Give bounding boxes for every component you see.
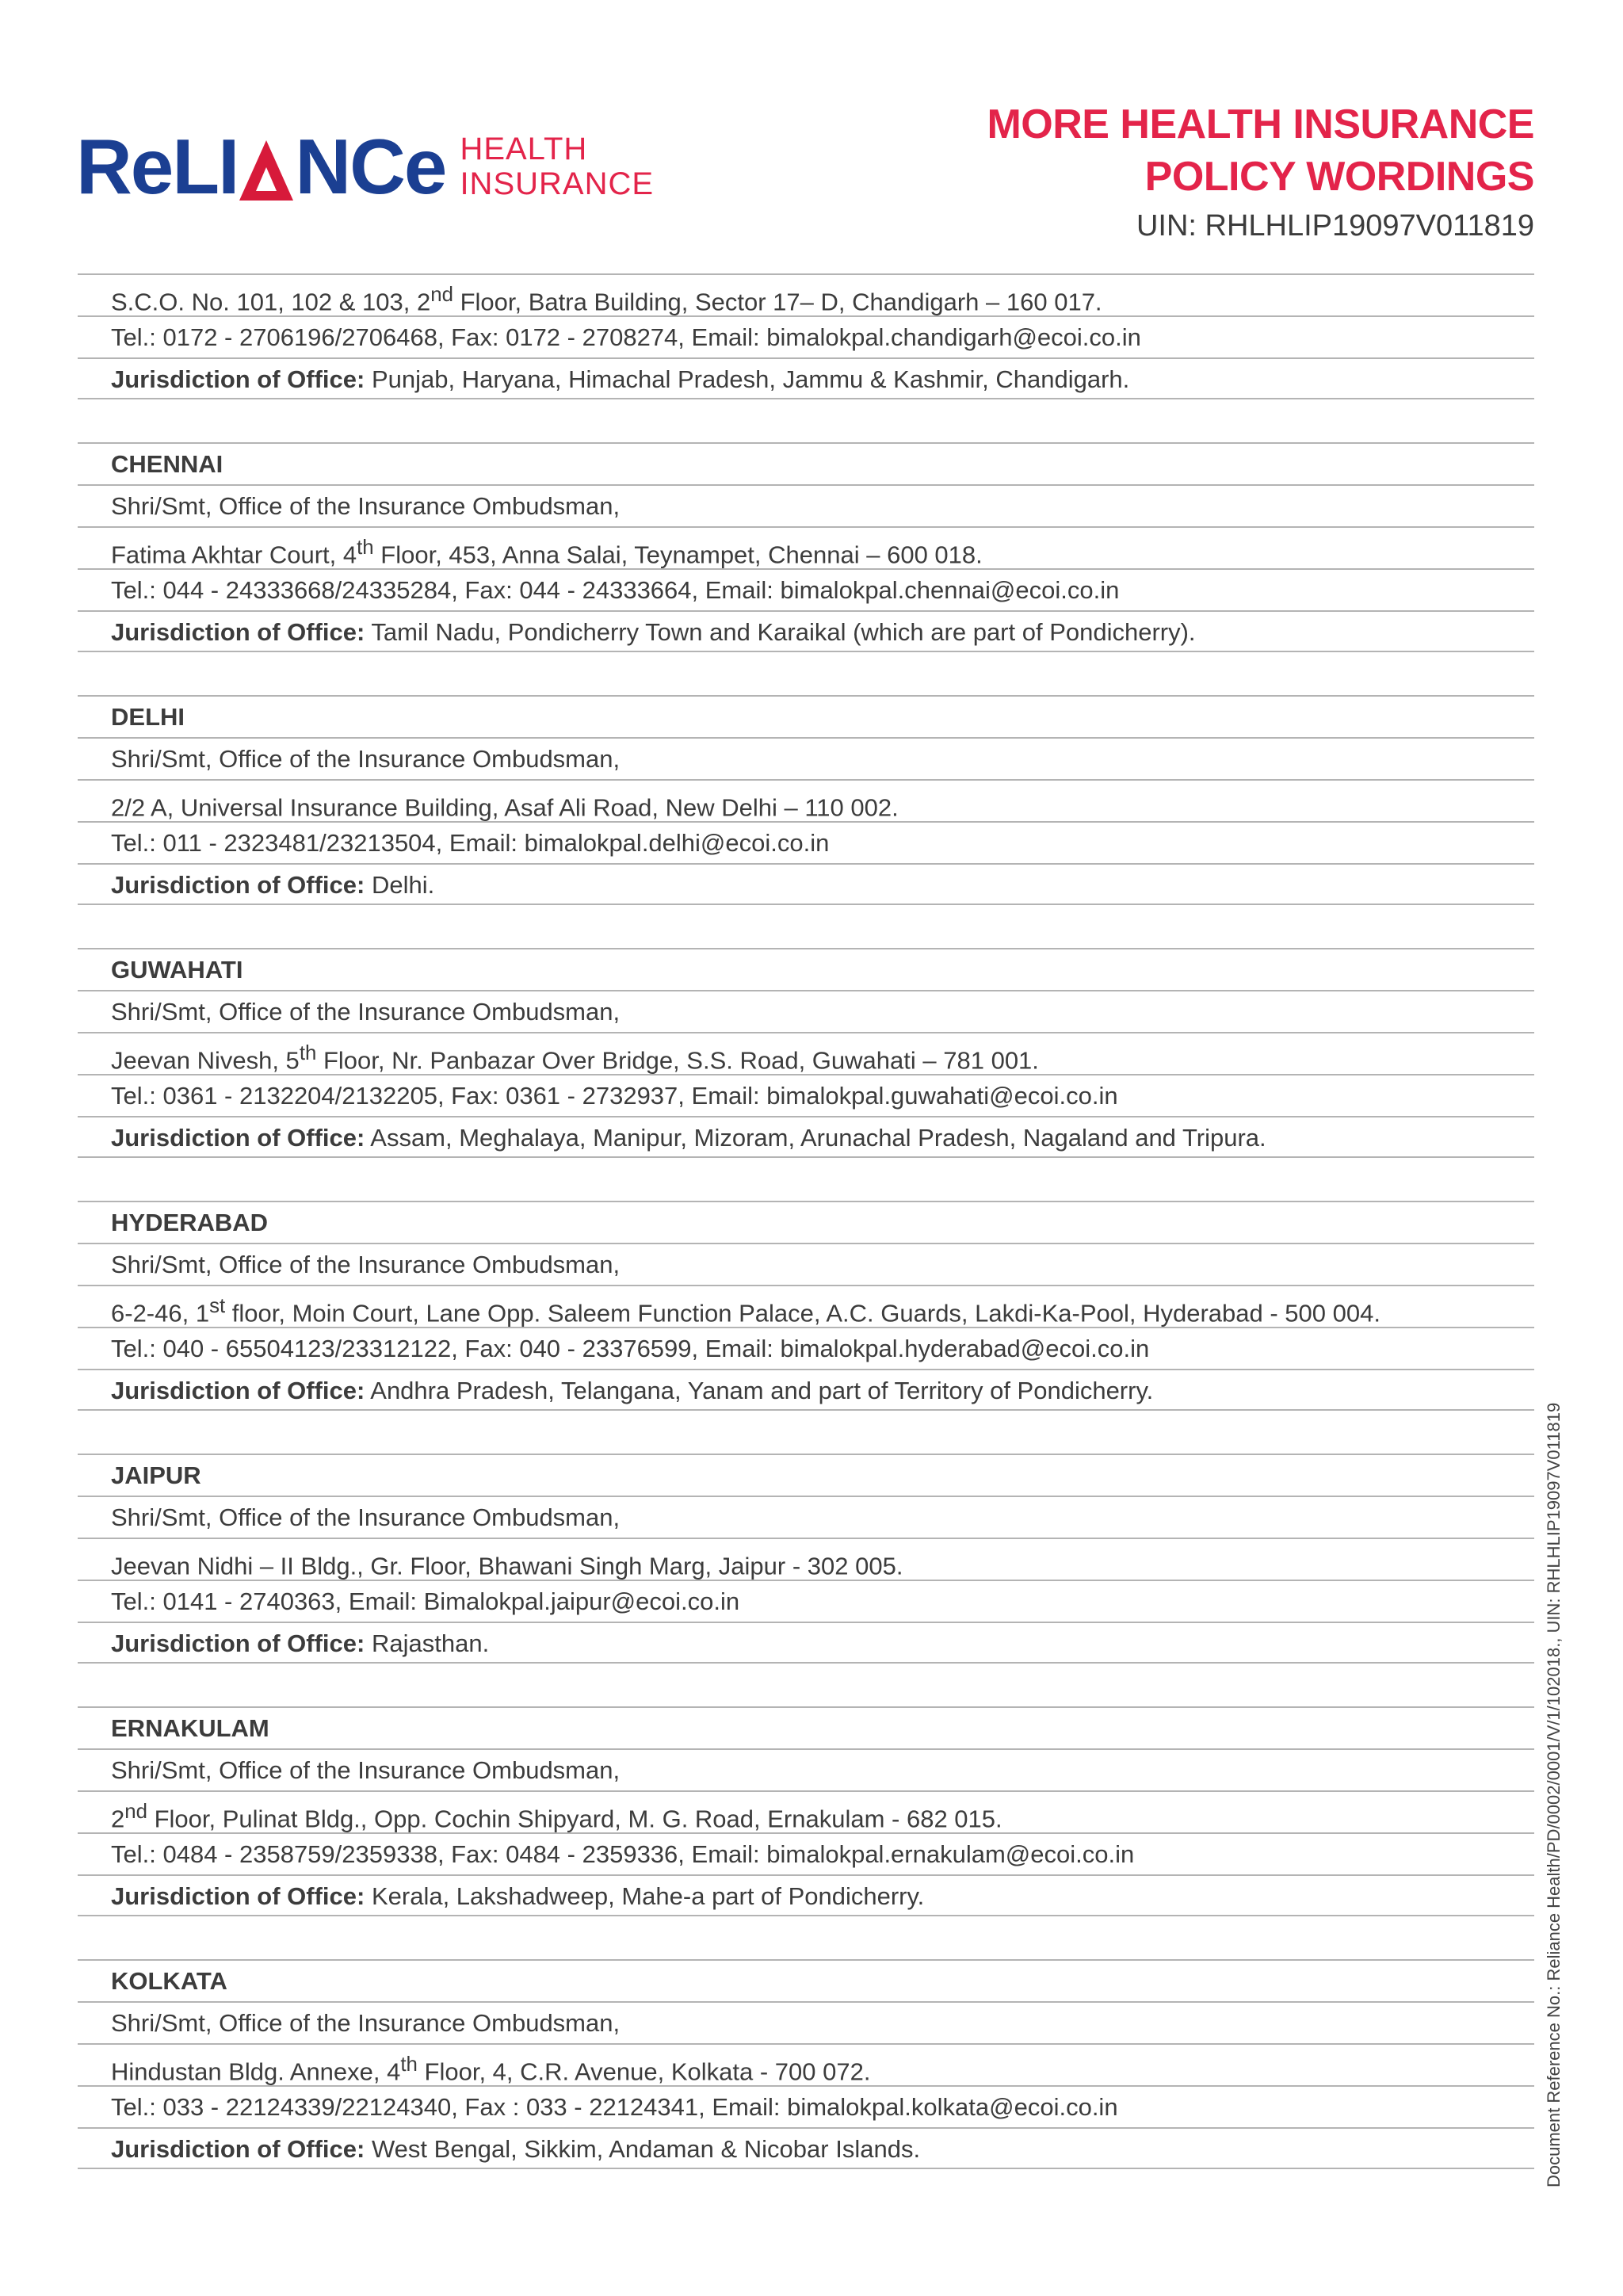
office-title: Shri/Smt, Office of the Insurance Ombudsman, <box>78 990 1534 1032</box>
office-jurisdiction <box>78 610 1534 652</box>
office-block <box>78 695 1534 905</box>
office-jurisdiction <box>78 1622 1534 1664</box>
office-jurisdiction <box>78 1369 1534 1411</box>
office-title: Shri/Smt, Office of the Insurance Ombudsman, <box>78 2001 1534 2043</box>
logo-sub-insurance: INSURANCE <box>460 166 655 201</box>
section-gap <box>78 905 1534 948</box>
address-superscript: th <box>357 537 374 559</box>
address-text: Jeevan Nidhi – II Bldg., Gr. Floor, Bhawani Singh Marg, Jaipur - 302 005. <box>111 1552 903 1580</box>
ombudsman-list <box>78 273 1534 2169</box>
office-block <box>78 1201 1534 1411</box>
intro-address-row <box>78 273 1534 315</box>
address-text: 2/2 A, Universal Insurance Building, Asaf Ali Road, New Delhi – 110 002. <box>111 793 899 821</box>
office-contact: Tel.: 044 - 24333668/24335284, Fax: 044 - 24333664, Email: bimalokpal.chennai@ecoi.co.in <box>78 568 1534 610</box>
jurisdiction-value: Rajasthan. <box>365 1629 490 1657</box>
jurisdiction-value: Andhra Pradesh, Telangana, Yanam and part of Territory of Pondicherry. <box>365 1377 1154 1404</box>
office-contact: Tel.: 033 - 22124339/22124340, Fax : 033 - 22124341, Email: bimalokpal.kolkata@ecoi.co.in <box>78 2085 1534 2127</box>
office-contact: Tel.: 011 - 2323481/23213504, Email: bimalokpal.delhi@ecoi.co.in <box>78 821 1534 863</box>
office-block <box>78 1706 1534 1916</box>
address-superscript: nd <box>124 1801 147 1823</box>
section-gap <box>78 1664 1534 1706</box>
jurisdiction-value: Kerala, Lakshadweep, Mahe-a part of Pondicherry. <box>365 1882 925 1910</box>
address-text: Jeevan Nivesh, 5 <box>111 1046 300 1074</box>
section-gap <box>78 652 1534 695</box>
office-city: KOLKATA <box>78 1959 1534 2001</box>
office-address <box>78 1032 1534 1074</box>
jurisdiction-label: Jurisdiction of Office: <box>111 1629 365 1657</box>
address-text-rest: Floor, Pulinat Bldg., Opp. Cochin Shipyard, M. G. Road, Ernakulam - 682 015. <box>147 1805 1002 1832</box>
jurisdiction-value: Tamil Nadu, Pondicherry Town and Karaikal (which are part of Pondicherry). <box>365 618 1196 646</box>
jurisdiction-value: Punjab, Haryana, Himachal Pradesh, Jammu & Kashmir, Chandigarh. <box>365 365 1130 393</box>
address-superscript: th <box>299 1042 317 1064</box>
office-contact: Tel.: 040 - 65504123/23312122, Fax: 040 - 23376599, Email: bimalokpal.hyderabad@ecoi.co.in <box>78 1327 1534 1369</box>
reliance-logo <box>76 123 655 210</box>
address-text: Fatima Akhtar Court, 4 <box>111 541 357 568</box>
intro-jurisdiction-row <box>78 357 1534 399</box>
office-jurisdiction <box>78 1874 1534 1916</box>
logo-triangle-icon <box>239 140 293 201</box>
document-reference: Document Reference No.: Reliance Health/PD/0002/0001/V/1/102018., UIN: RHLHLIP19097V011819 <box>1544 1402 1564 2187</box>
address-text: Hindustan Bldg. Annexe, 4 <box>111 2057 401 2085</box>
logo-word-part-a: ReLI <box>76 123 239 210</box>
address-text: 6-2-46, 1 <box>111 1299 210 1327</box>
jurisdiction-label: Jurisdiction of Office: <box>111 1882 365 1910</box>
logo-wordmark <box>76 123 446 210</box>
office-title: Shri/Smt, Office of the Insurance Ombudsman, <box>78 737 1534 779</box>
document-title <box>987 98 1534 247</box>
address-superscript: nd <box>430 284 453 306</box>
address-text: 2 <box>111 1805 125 1832</box>
jurisdiction-label: Jurisdiction of Office: <box>111 2135 365 2163</box>
section-gap <box>78 399 1534 442</box>
office-city: JAIPUR <box>78 1454 1534 1496</box>
office-address <box>78 1285 1534 1327</box>
address-text-rest: floor, Moin Court, Lane Opp. Saleem Function Palace, A.C. Guards, Lakdi-Ka-Pool, Hyderabad - 500 004. <box>225 1299 1381 1327</box>
office-title: Shri/Smt, Office of the Insurance Ombudsman, <box>78 1748 1534 1790</box>
office-contact: Tel.: 0141 - 2740363, Email: Bimalokpal.jaipur@ecoi.co.in <box>78 1580 1534 1622</box>
logo-word-part-b: NCe <box>295 123 446 210</box>
office-address <box>78 1790 1534 1832</box>
address-text-rest: Floor, Nr. Panbazar Over Bridge, S.S. Road, Guwahati – 781 001. <box>316 1046 1039 1074</box>
office-address <box>78 779 1534 821</box>
office-contact: Tel.: 0484 - 2358759/2359338, Fax: 0484 - 2359336, Email: bimalokpal.ernakulam@ecoi.co.in <box>78 1832 1534 1874</box>
jurisdiction-value: Delhi. <box>365 871 435 899</box>
office-city: HYDERABAD <box>78 1201 1534 1243</box>
jurisdiction-value: Assam, Meghalaya, Manipur, Mizoram, Arunachal Pradesh, Nagaland and Tripura. <box>365 1124 1266 1152</box>
office-address <box>78 526 1534 568</box>
address-text-rest: Floor, Batra Building, Sector 17– D, Chandigarh – 160 017. <box>453 288 1102 315</box>
office-title: Shri/Smt, Office of the Insurance Ombudsman, <box>78 1243 1534 1285</box>
section-gap <box>78 1158 1534 1201</box>
jurisdiction-value: West Bengal, Sikkim, Andaman & Nicobar Islands. <box>365 2135 921 2163</box>
section-gap <box>78 1411 1534 1454</box>
office-city: GUWAHATI <box>78 948 1534 990</box>
uin-number: UIN: RHLHLIP19097V011819 <box>1136 209 1534 243</box>
office-jurisdiction <box>78 2127 1534 2169</box>
title-line-2: POLICY WORDINGS <box>1144 154 1534 200</box>
office-address <box>78 2043 1534 2085</box>
office-title: Shri/Smt, Office of the Insurance Ombudsman, <box>78 484 1534 526</box>
address-superscript: th <box>400 2053 418 2076</box>
address-superscript: st <box>209 1295 226 1317</box>
intro-contact-row: Tel.: 0172 - 2706196/2706468, Fax: 0172 - 2708274, Email: bimalokpal.chandigarh@ecoi.co.in <box>78 315 1534 357</box>
address-text: S.C.O. No. 101, 102 & 103, 2 <box>111 288 431 315</box>
address-text-rest: Floor, 4, C.R. Avenue, Kolkata - 700 072. <box>417 2057 871 2085</box>
office-city: CHENNAI <box>78 442 1534 484</box>
office-title: Shri/Smt, Office of the Insurance Ombudsman, <box>78 1496 1534 1538</box>
logo-subtitle <box>460 132 654 201</box>
jurisdiction-label: Jurisdiction of Office: <box>111 1377 365 1404</box>
office-contact: Tel.: 0361 - 2132204/2132205, Fax: 0361 - 2732937, Email: bimalokpal.guwahati@ecoi.co.in <box>78 1074 1534 1116</box>
jurisdiction-label: Jurisdiction of Office: <box>111 365 365 393</box>
section-gap <box>78 1916 1534 1959</box>
office-block <box>78 1959 1534 2169</box>
office-block <box>78 948 1534 1158</box>
address-text-rest: Floor, 453, Anna Salai, Teynampet, Chennai – 600 018. <box>373 541 983 568</box>
office-block <box>78 1454 1534 1664</box>
office-city: ERNAKULAM <box>78 1706 1534 1748</box>
jurisdiction-label: Jurisdiction of Office: <box>111 618 365 646</box>
logo-sub-health: HEALTH <box>460 132 588 166</box>
office-jurisdiction <box>78 1116 1534 1158</box>
jurisdiction-label: Jurisdiction of Office: <box>111 871 365 899</box>
office-block <box>78 442 1534 652</box>
office-city: DELHI <box>78 695 1534 737</box>
jurisdiction-label: Jurisdiction of Office: <box>111 1124 365 1152</box>
title-line-1: MORE HEALTH INSURANCE <box>987 101 1534 147</box>
office-jurisdiction <box>78 863 1534 905</box>
office-address <box>78 1538 1534 1580</box>
